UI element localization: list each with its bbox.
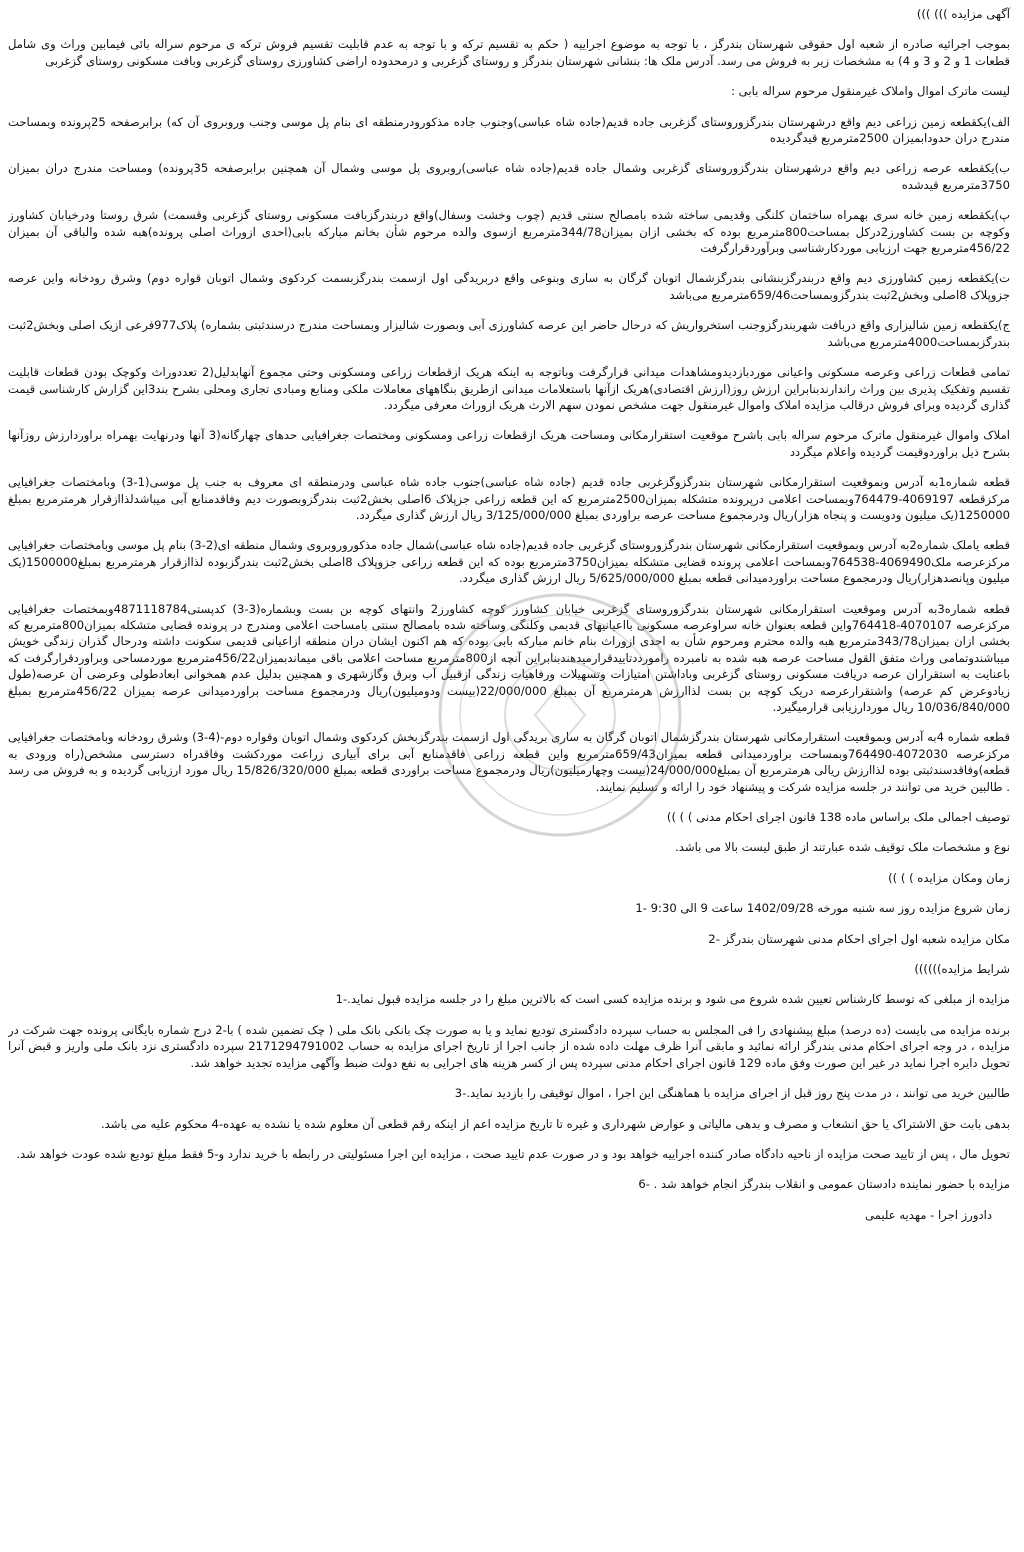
summary-heading: توصیف اجمالی ملک براساس ماده 138 قانون اجرای احکام مدنی ) ) )) (666, 810, 1010, 825)
paragraph-2: تمامی قطعات زراعی وعرصه مسکونی واعیانی موردبازدیدومشاهدات میدانی قرارگرفت وباتوجه به اینکه هریک ازقطعات زراعی ومسکونی وحتی مجموع آنهابدلیل(2 تعددوراث وکوچک بودن قطعات قابلیت تقسیم وتفکیک پذیری بین وراث راندارندبنابراین ارزش روز(ارزش اقتصادی)هریک ازآنها باستعلامات میدانی ازطریق بنگاههای معاملات ملکی ومنابع ومبادی تجاری ومحلی بشرح بند3این گزارش کارشناسی قیمت گذاری گردیده وبرای فروش درقالب مزایده املاک واموال غیرمنقول جهت مشخص نمودن سهم الارث هریک ازوراث معرفی میگردد. (8, 365, 1011, 412)
paragraph-3: املاک واموال غیرمنقول ماترک مرحوم سراله بابی باشرح موقعیت استقرارمکانی ومساحت هریک ازقطعات زراعی ومسکونی ومختصات جغرافیایی حدهای چهارگانه(3 آنها ودرنهایت بهمراه براوردارزش روزآنها بشرح ذیل براوردوقیمت گردیده واعلام میگردد (8, 428, 1010, 459)
auction-notice-document (8, 6, 1016, 1546)
paragraph-3-4: قطعه شماره 4به آدرس وبموقعیت استقرارمکانی شهرستان بندرگزشمال اتوبان گرگان به ساری بریدگی اول ازسمت بندرگزبخش کردکوی وشمال اتوبان وقواره دوم-(4-3) وشرق رودخانه وبامختصات جغرافیایی مرکزعرصه 4072030-764490وبمساحت براوردمیدانی قطعه بمیزان659/43مترمربع واین قطعه زراعی فاقدمنابع آبی برای آبیاری زراعت موردکشت وفاقدراه دسترسی مشخص(راه ورودی به قطعه)وفاقدسندثبتی بوده لذاارزش ریالی هرمترمربع آن بمبلغ24/000/000(بیست وچهارمیلیون)ریال ودرمجموع مساحت براوردی قطعه بمبلغ 15/826/320/000 ریال مورد ارزیابی گردیده و به فروش می رسد . طالبین خرید می توانند در جلسه مزایده شرکت و پیشنهاد خود را ارائه و تسلیم نمایند. (8, 730, 1010, 794)
term-5: تحویل مال ، پس از تایید صحت مزایده از ناحیه دادگاه صادر کننده اجراییه خواهد بود و در صورت عدم تایید صحت ، مزایده این اجرا مسئولیتی در رابطه با خرید ندارد و-5 فقط مبلغ تودیع شده عودت خواهد شد. (16, 1146, 1010, 1161)
paragraph-3-3: قطعه شماره3به آدرس وموقعیت استقرارمکانی شهرستان بندرگزوروستای گزغربی خیابان کشاورز کوچه کشاورز2 وانتهای کوچه بن بست وبشماره(3-3) کدپستی4871118784وبمختصات جغرافیایی مرکزعرصه 4070107-764418واین قطعه بعنوان خانه سراوعرصه مسکونی بااعیانیهای قدیمی وکلنگی وساخته شده بامصالح سنتی بامساحت اعلامی ومندرج در پرونده قضایی متشکله بمیزان800مترمربع که بخشی ازان بمیزان343/78مترمربع هبه والده محترم ومرحوم شأن به احدی ازوراث بنام خانم مبارکه بابی بوده که هم اکنون ایشان دران منطقه ازاعیانی قدیمی سکونت داشته ودرحال گذران زندگی خویش میباشندوتمامی وراث متفق القول مساحت عرصه هبه شده به نامبرده رامورددتاییدقرارمیدهندبنابراین آنچه از800مترمربع مساحت اعلامی باقی میماندبمیزان456/22مترمربع موردمساحی وبراوردقرارگرفت که باعنایت به استقراران عرصه دریافت مسکونی روستای گزغربی وباداشتن امتیازات وتسهیلات ورفاهیات زندگی ازقبیل آب وبرق وگازشهری و همچنین بدلیل عدم همخوانی ابعادطولی وعرضی آن عرصه(طول زیادوعرض کم عرصه) واشتقرارعرصه دریک کوچه بن بست لذاارزش هرمترمربع آن بمبلغ 22/000/000(بیست ودومیلیون)ریال ودرمجموع مساحت براوردمیدانی عرصه بمیزان 456/22مترمربع بمبلغ 10/036/840/000 ریال موردارزیابی قرارمیگیرد. (8, 601, 1011, 714)
asset-item-pe: پ)یکقطعه زمین خانه سری بهمراه ساختمان کلنگی وقدیمی ساخته شده بامصالح سنتی قدیم (چوب وخشت وسفال)واقع دربندرگزبافت مسکونی روستای گزغربی وقسمت) شرق روستا ودرخیابان کشاورز وکوچه بن بست کشاورز2درکل بمساحت800مترمربع بوده که بخشی ازان بمیزان344/78مترمربع ازسوی والده مرحوم شأن بخانم مبارکه بابی(احدی ازوراث اصلی پرونده)هبه شده والباقی آن بمیزان 456/22مترمربع جهت ارزیابی موردکارشناسی وبرآوردقرارگرفت (8, 208, 1011, 256)
signature: دادورز اجرا - مهدیه علیمی (865, 1207, 992, 1222)
term-6: مزایده با حضور نماینده دادستان عمومی و انقلاب بندرگز انجام خواهد شد . -6 (638, 1177, 1010, 1192)
summary-text: نوع و مشخصات ملک توقیف شده عبارتند از طبق لیست بالا می باشد. (675, 840, 1010, 855)
asset-item-te: ت)یکقطعه زمین کشاورزی دیم واقع دربندرگزبنشانی بندرگزشمال اتوبان گرگان به ساری وبنوعی واقع دربریدگی اول ازسمت بندرگزبسمت کردکوی وشمال اتوبان قواره دوم) وشرق رودخانه واین عرصه جزوپلاک 8اصلی وبخش2ثبت بندرگزوبمساحت659/46مترمربع می‌باشد (8, 271, 1010, 302)
paragraph-3-2: قطعه یاملک شماره2به آدرس وبموقعیت استقرارمکانی شهرستان بندرگزوروستای گزغربی جاده قدیم(جاده شاه عباسی)شمال جاده مذکوروروبروی وشمال منطقه ای(2-3) بنام پل موسی وبامختصات جغرافیایی مرکزعرصه ملک4069490-764538وبمساحت اعلامی پرونده قضایی متشکله بمیزان3750مترمربع بوده که این قطعه زراعی جزوپلاک 8اصلی بخش2ثبت بندرگزبوده لذاازقرار هرمترمربع بمبلغ1500000(یک میلیون وپانصدهزار)ریال ودرمجموع مساحت براوردمیدانی قطعه بمبلغ 5/625/000/000 ریال ارزش گذاری میگردد. (8, 538, 1011, 586)
asset-item-be: ب)یکقطعه عرصه زراعی دیم واقع درشهرستان بندرگزوروستای گزغربی وشمال جاده قدیم(جاده شاه عباسی)روبروی پل موسی وشمال آن همچنین برابرصفحه 35پرونده) ومساحت مندرج دران بمیزان 3750مترمربع قیدشده (8, 161, 1010, 192)
term-1: مزایده از مبلغی که توسط کارشناس تعیین شده شروع می شود و برنده مزایده کسی است که بالاترین مبلغ را در جلسه مزایده قبول نماید.-1 (335, 992, 1010, 1007)
term-3: طالبین خرید می توانند ، در مدت پنج روز قبل از اجرای مزایده با هماهنگی این اجرا ، اموال توقیفی را بازدید نماید.-3 (454, 1086, 1010, 1101)
auction-time: زمان شروع مزایده روز سه شنبه مورخه 1402/09/28 ساعت 9 الی 9:30 -1 (635, 901, 1010, 916)
asset-item-alef: الف)یکقطعه زمین زراعی دیم واقع درشهرستان بندرگزوروستای گزغربی جاده قدیم(جاده شاه عباسی)وجنوب جاده مذکورودرمنطقه ای بنام پل موسی وجنب وروبروی آن که) برابرصفحه 25پرونده وبمساحت مندرج دران حدودابمیزان 2500مترمربع قیدگردیده (8, 114, 1011, 146)
term-2: برنده مزایده می بایست (ده درصد) مبلغ پیشنهادی را فی المجلس به حساب سپرده دادگستری تودیع نماید و یا به صورت چک بانکی بانک ملی ( چک تضمین شده ) با-2 درج شماره بایگانی پرونده جهت شرکت در مزایده ، در وجه اجرای احکام مدنی بندرگز ارائه نمائید و مابقی آنرا ظرف مهلت داده شده از جانب اجرا از تاریخ اجرای مزایده به حساب 2171294791002 سپرده دادگستری نزد بانک ملی واریز و قبض آنرا تحویل دایره اجرا نماید در غیر این صورت وفق ماده 129 قانون اجرای احکام مدنی سپرده پس از کسر هزینه های اجرایی به نفع دولت ضبط وآگهی مزایده تجدید خواهد شد. (8, 1022, 1010, 1070)
assets-list-heading: لیست ماترک اموال واملاک غیرمنقول مرحوم سراله بابی : (731, 84, 1010, 99)
terms-heading: شرایط مزایده)))))) (914, 962, 1010, 977)
intro-paragraph: بموجب اجرائیه صادره از شعبه اول حقوقی شهرستان بندرگز ، با توجه به موضوع اجراییه ( حکم به تقسیم ترکه و با توجه به عدم قابلیت تقسیم فروش ترکه ی مرحوم سراله بائی فیمابین وراث وی شامل قطعات 1 و 2 و 3 و 4) به مشخصات زیر به فروش می رسد. آدرس ملک ها: بنشانی شهرستان بندرگز و روستای گزغربی و درمحدوده اراضی کشاورزی روستای گزغربی وبافت مسکونی روستای گزغربی (8, 37, 1010, 68)
term-4: بدهی بابت حق الاشتراک یا حق انشعاب و مصرف و بدهی مالیاتی و عوارض شهرداری و غیره تا تاریخ مزایده اعم از اینکه رقم قطعی آن معلوم شده یا نشده به عهده-4 محکوم علیه می باشد. (100, 1116, 1010, 1131)
notice-title: آگهی مزایده ))) ))) (916, 7, 1010, 21)
time-place-heading: زمان ومکان مزایده ) ) )) (888, 870, 1010, 885)
paragraph-3-1: قطعه شماره1به آدرس وبموقعیت استقرارمکانی شهرستان بندرگزوگزغربی جاده قدیم (جاده شاه عباسی)جنوب جاده شاه عباسی ودرمنطقه ای معروف به جنب پل موسی(1-3) وبامختصات جغرافیایی مرکزقطعه 4069197-764479وبمساحت اعلامی درپرونده متشکله بمیزان2500مترمربع که این قطعه زراعی جزپلاک 6اصلی بخش2ثبت بندرگزوبصورت دیم وفاقدمنابع آبی میباشدلذاازقرار هرمترمربع بمبلغ 1250000(یک میلیون ودویست و پنجاه هزار)ریال ودرمجموع مساحت عرصه براوردی بمبلغ 3/125/000/000 ریال ارزش گذاری میگردد. (8, 475, 1010, 522)
auction-place: مکان مزایده شعبه اول اجرای احکام مدنی شهرستان بندرگز -2 (708, 931, 1010, 946)
asset-item-jim: ج)یکقطعه زمین شالیزاری واقع دربافت شهربندرگزوجنب استخرواریش که درحال حاضر این عرصه کشاورزی آبی وبصورت شالیزار وبمساحت مندرج درسندثبتی بشماره) پلاک977فرعی ازیک اصلی وبخش2ثبت بندرگزبمساحت4000مترمربع می‌باشد (8, 318, 1010, 349)
